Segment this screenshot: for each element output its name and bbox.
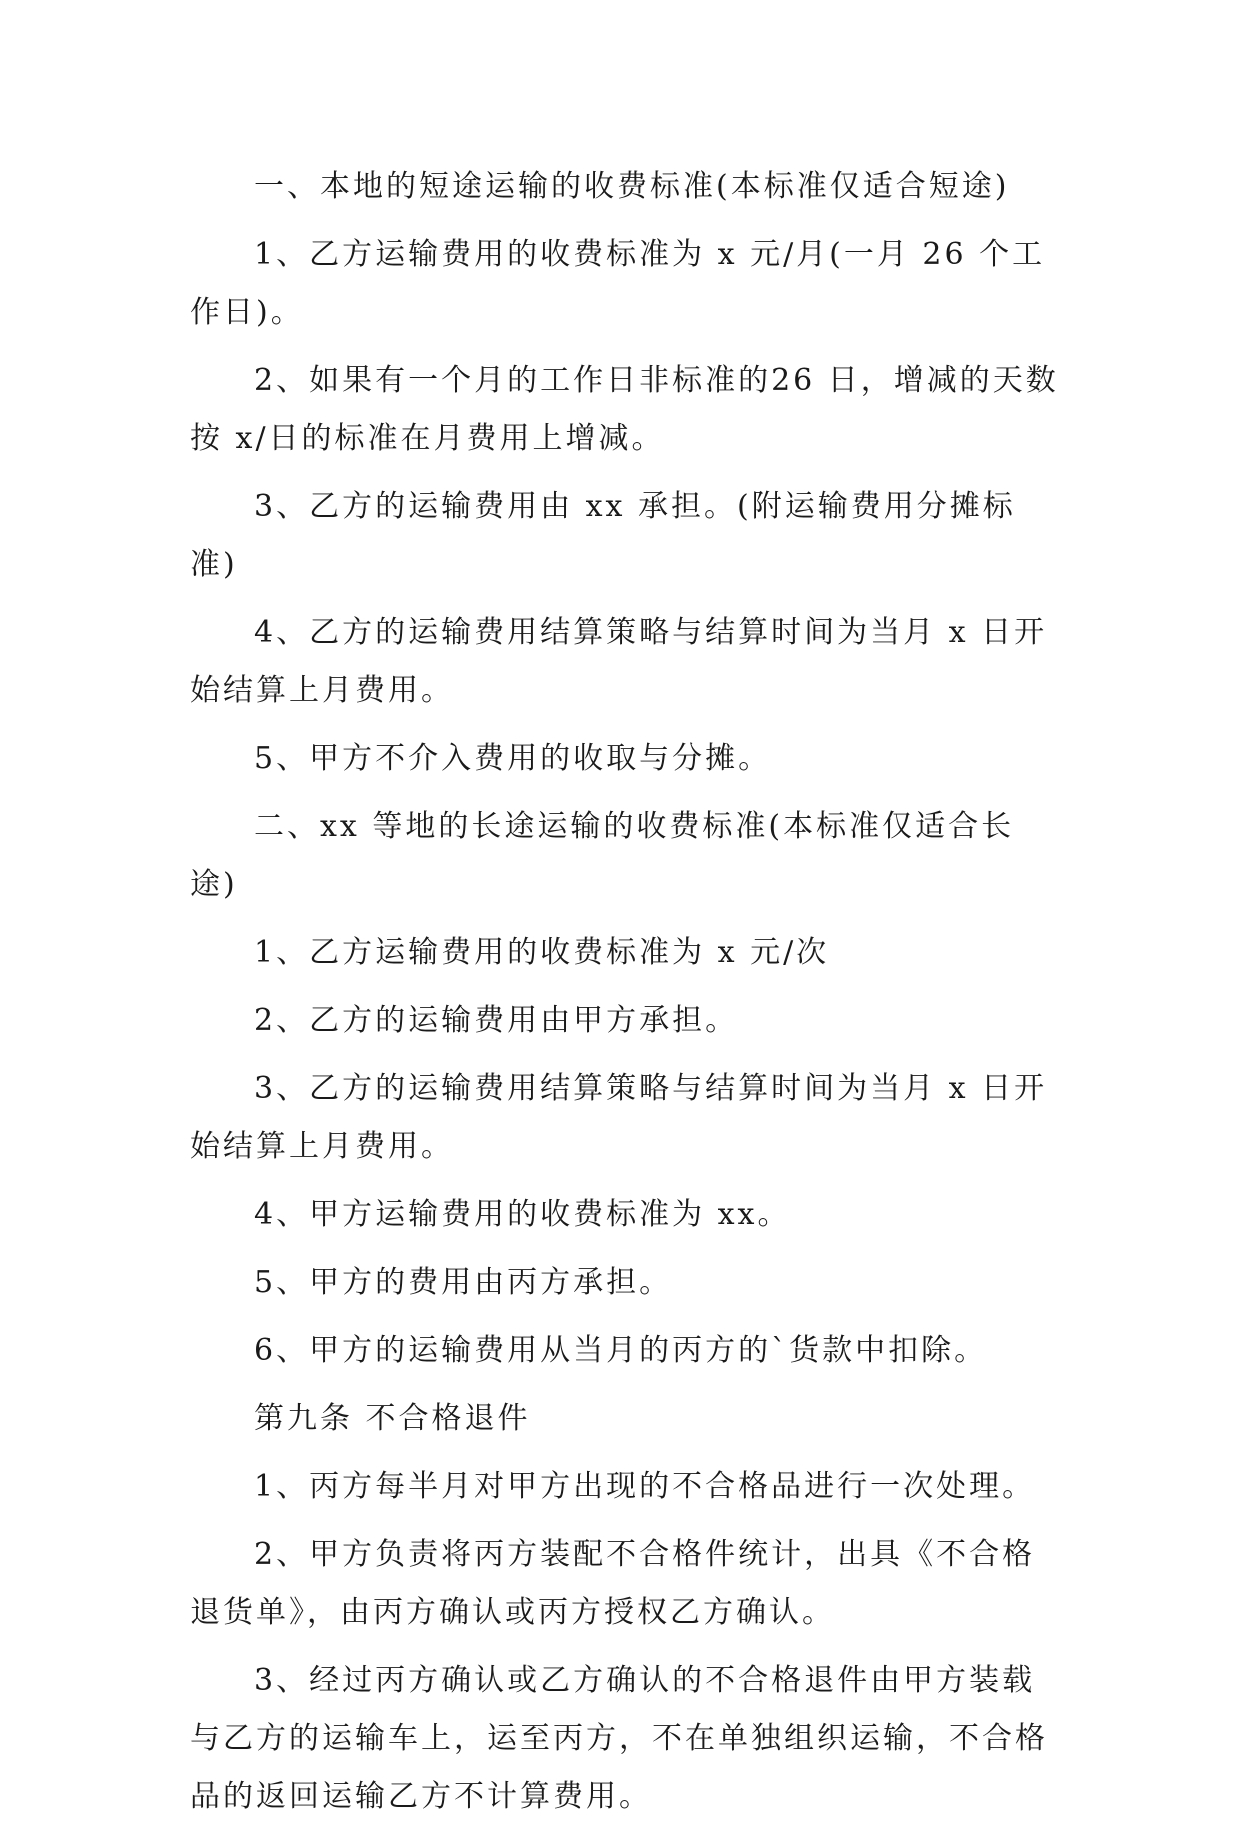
paragraph-item: 3、乙方的运输费用由 xx 承担。(附运输费用分摊标准) bbox=[190, 489, 1016, 582]
paragraph-item: 6、甲方的运输费用从当月的丙方的`货款中扣除。 bbox=[254, 1333, 988, 1368]
paragraph-item: 5、甲方不介入费用的收取与分摊。 bbox=[254, 741, 772, 776]
document-body bbox=[190, 158, 1060, 1826]
paragraph-item: 1、乙方运输费用的收费标准为 x 元/次 bbox=[254, 935, 830, 970]
paragraph-item: 1、乙方运输费用的收费标准为 x 元/月(一月 26 个工作日)。 bbox=[190, 237, 1046, 330]
paragraph-item: 3、乙方的运输费用结算策略与结算时间为当月 x 日开始结算上月费用。 bbox=[190, 1071, 1048, 1164]
paragraph-item: 2、甲方负责将丙方装配不合格件统计，出具《不合格退货单》，由丙方确认或丙方授权乙方确认。 bbox=[190, 1537, 1036, 1630]
paragraph-item: 4、甲方运输费用的收费标准为 xx。 bbox=[254, 1197, 791, 1232]
paragraph-item: 5、甲方的费用由丙方承担。 bbox=[254, 1265, 673, 1300]
paragraph-item: 2、乙方的运输费用由甲方承担。 bbox=[254, 1003, 739, 1038]
section-heading-long-haul: 二、xx 等地的长途运输的收费标准(本标准仅适合长途) bbox=[190, 809, 1015, 902]
paragraph-item: 4、乙方的运输费用结算策略与结算时间为当月 x 日开始结算上月费用。 bbox=[190, 615, 1048, 708]
section-heading-short-haul: 一、本地的短途运输的收费标准(本标准仅适合短途) bbox=[254, 169, 1010, 204]
article-heading: 第九条 不合格退件 bbox=[254, 1401, 531, 1436]
paragraph-item: 3、经过丙方确认或乙方确认的不合格退件由甲方装载与乙方的运输车上，运至丙方，不在单独组织运输，不合格品的返回运输乙方不计算费用。 bbox=[190, 1663, 1048, 1814]
paragraph-item: 1、丙方每半月对甲方出现的不合格品进行一次处理。 bbox=[254, 1469, 1036, 1504]
paragraph-item: 2、如果有一个月的工作日非标准的26 日，增减的天数按 x/日的标准在月费用上增减。 bbox=[190, 363, 1059, 456]
